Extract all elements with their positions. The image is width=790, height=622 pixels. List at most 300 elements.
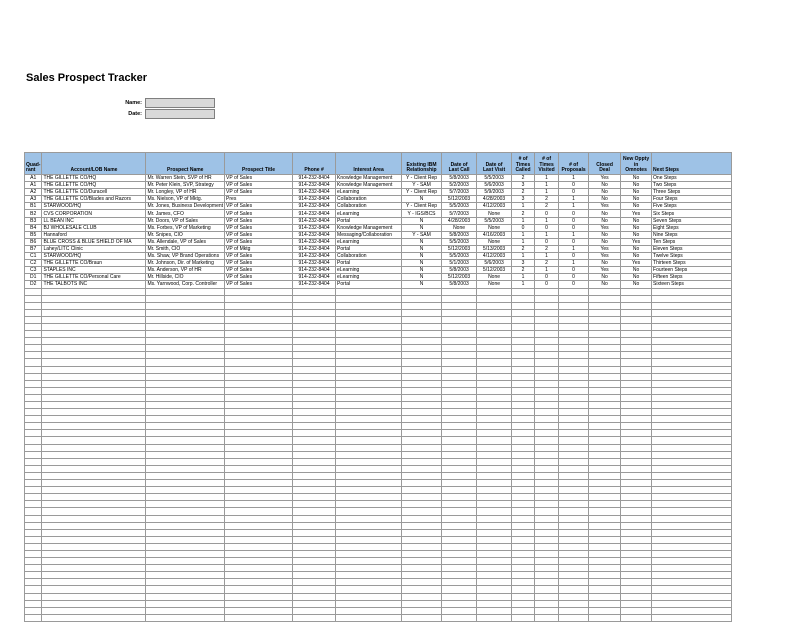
empty-cell[interactable] — [621, 572, 652, 579]
empty-cell[interactable] — [336, 345, 402, 352]
empty-cell[interactable] — [559, 558, 589, 565]
empty-cell[interactable] — [512, 345, 535, 352]
empty-cell[interactable] — [225, 323, 293, 330]
empty-cell[interactable] — [336, 501, 402, 508]
empty-cell[interactable] — [652, 416, 732, 423]
empty-cell[interactable] — [25, 444, 42, 451]
cell-existing-ibm-relationship[interactable]: Y - Client Rep — [402, 203, 442, 210]
empty-cell[interactable] — [477, 345, 512, 352]
cell-new-oppty[interactable]: No — [621, 196, 652, 203]
empty-cell[interactable] — [559, 487, 589, 494]
cell-date-last-call[interactable]: 5/7/2003 — [442, 210, 477, 217]
empty-cell[interactable] — [293, 373, 336, 380]
cell-times-visited[interactable]: 1 — [535, 267, 559, 274]
cell-date-last-visit[interactable]: 4/12/2003 — [477, 253, 512, 260]
empty-cell[interactable] — [293, 302, 336, 309]
empty-cell[interactable] — [589, 515, 621, 522]
cell-times-visited[interactable]: 0 — [535, 274, 559, 281]
empty-cell[interactable] — [402, 550, 442, 557]
empty-cell[interactable] — [25, 614, 42, 621]
empty-cell[interactable] — [293, 444, 336, 451]
empty-cell[interactable] — [225, 487, 293, 494]
cell-times-called[interactable]: 2 — [512, 245, 535, 252]
empty-cell[interactable] — [652, 508, 732, 515]
empty-cell[interactable] — [42, 430, 146, 437]
empty-cell[interactable] — [402, 508, 442, 515]
empty-cell[interactable] — [589, 316, 621, 323]
empty-cell[interactable] — [442, 331, 477, 338]
empty-cell[interactable] — [477, 359, 512, 366]
empty-cell[interactable] — [559, 430, 589, 437]
empty-cell[interactable] — [512, 543, 535, 550]
empty-cell[interactable] — [442, 600, 477, 607]
cell-prospect-name[interactable]: Ms. Allendale, VP of Sales — [146, 238, 225, 245]
empty-cell[interactable] — [477, 323, 512, 330]
cell-times-visited[interactable]: 1 — [535, 217, 559, 224]
empty-cell[interactable] — [589, 465, 621, 472]
cell-date-last-call[interactable]: 5/7/2003 — [442, 189, 477, 196]
empty-cell[interactable] — [42, 536, 146, 543]
empty-cell[interactable] — [589, 409, 621, 416]
empty-cell[interactable] — [442, 480, 477, 487]
empty-cell[interactable] — [442, 416, 477, 423]
empty-cell[interactable] — [442, 515, 477, 522]
empty-cell[interactable] — [652, 607, 732, 614]
empty-cell[interactable] — [652, 316, 732, 323]
cell-proposals[interactable]: 0 — [559, 210, 589, 217]
empty-cell[interactable] — [42, 487, 146, 494]
empty-cell[interactable] — [621, 487, 652, 494]
cell-prospect-title[interactable]: VP of Sales — [225, 253, 293, 260]
empty-cell[interactable] — [442, 394, 477, 401]
empty-cell[interactable] — [42, 515, 146, 522]
cell-quadrant[interactable]: A1 — [25, 175, 42, 182]
empty-cell[interactable] — [652, 309, 732, 316]
empty-cell[interactable] — [293, 416, 336, 423]
empty-cell[interactable] — [559, 515, 589, 522]
empty-cell[interactable] — [589, 458, 621, 465]
empty-cell[interactable] — [442, 572, 477, 579]
empty-cell[interactable] — [535, 309, 559, 316]
empty-cell[interactable] — [512, 536, 535, 543]
empty-cell[interactable] — [146, 402, 225, 409]
cell-prospect-title[interactable]: VP of Sales — [225, 210, 293, 217]
cell-date-last-call[interactable]: 5/12/2003 — [442, 274, 477, 281]
cell-prospect-title[interactable]: VP of Sales — [225, 175, 293, 182]
empty-cell[interactable] — [42, 480, 146, 487]
empty-cell[interactable] — [146, 302, 225, 309]
empty-cell[interactable] — [225, 543, 293, 550]
empty-cell[interactable] — [225, 359, 293, 366]
empty-cell[interactable] — [621, 458, 652, 465]
empty-cell[interactable] — [535, 508, 559, 515]
empty-cell[interactable] — [402, 579, 442, 586]
empty-cell[interactable] — [442, 558, 477, 565]
empty-cell[interactable] — [512, 387, 535, 394]
empty-cell[interactable] — [512, 593, 535, 600]
empty-cell[interactable] — [535, 529, 559, 536]
cell-new-oppty[interactable]: No — [621, 253, 652, 260]
cell-date-last-visit[interactable]: 5/9/2003 — [477, 189, 512, 196]
empty-cell[interactable] — [225, 614, 293, 621]
cell-quadrant[interactable]: C1 — [25, 253, 42, 260]
cell-closed-deal[interactable]: No — [589, 210, 621, 217]
empty-cell[interactable] — [42, 295, 146, 302]
empty-cell[interactable] — [535, 288, 559, 295]
empty-cell[interactable] — [512, 600, 535, 607]
empty-cell[interactable] — [442, 458, 477, 465]
cell-next-steps[interactable]: Thirteen Steps — [652, 260, 732, 267]
cell-next-steps[interactable]: Eleven Steps — [652, 245, 732, 252]
empty-cell[interactable] — [621, 586, 652, 593]
empty-cell[interactable] — [652, 394, 732, 401]
empty-cell[interactable] — [589, 387, 621, 394]
cell-quadrant[interactable]: D1 — [25, 274, 42, 281]
cell-existing-ibm-relationship[interactable]: N — [402, 281, 442, 288]
empty-cell[interactable] — [25, 494, 42, 501]
empty-cell[interactable] — [225, 430, 293, 437]
empty-cell[interactable] — [621, 508, 652, 515]
empty-cell[interactable] — [402, 380, 442, 387]
cell-date-last-call[interactable]: None — [442, 224, 477, 231]
empty-cell[interactable] — [293, 586, 336, 593]
empty-cell[interactable] — [25, 600, 42, 607]
empty-cell[interactable] — [652, 331, 732, 338]
empty-cell[interactable] — [25, 593, 42, 600]
empty-cell[interactable] — [146, 501, 225, 508]
empty-cell[interactable] — [477, 295, 512, 302]
empty-cell[interactable] — [42, 409, 146, 416]
empty-cell[interactable] — [25, 536, 42, 543]
empty-cell[interactable] — [477, 409, 512, 416]
cell-closed-deal[interactable]: No — [589, 189, 621, 196]
cell-account[interactable]: STAPLES INC — [42, 267, 146, 274]
empty-cell[interactable] — [25, 380, 42, 387]
empty-cell[interactable] — [621, 522, 652, 529]
empty-cell[interactable] — [535, 472, 559, 479]
cell-closed-deal[interactable]: No — [589, 260, 621, 267]
cell-phone[interactable]: 914-232-8404 — [293, 231, 336, 238]
empty-cell[interactable] — [146, 451, 225, 458]
cell-date-last-visit[interactable]: None — [477, 238, 512, 245]
cell-interest-area[interactable]: eLearning — [336, 238, 402, 245]
empty-cell[interactable] — [336, 536, 402, 543]
empty-cell[interactable] — [225, 437, 293, 444]
empty-cell[interactable] — [402, 487, 442, 494]
empty-cell[interactable] — [402, 529, 442, 536]
empty-cell[interactable] — [225, 373, 293, 380]
empty-cell[interactable] — [652, 352, 732, 359]
empty-cell[interactable] — [293, 472, 336, 479]
empty-cell[interactable] — [336, 472, 402, 479]
empty-cell[interactable] — [512, 572, 535, 579]
cell-prospect-name[interactable]: Ms. Yarnwood, Corp. Controller — [146, 281, 225, 288]
empty-cell[interactable] — [336, 302, 402, 309]
empty-cell[interactable] — [146, 437, 225, 444]
empty-cell[interactable] — [402, 345, 442, 352]
cell-quadrant[interactable]: A3 — [25, 196, 42, 203]
empty-cell[interactable] — [512, 451, 535, 458]
empty-cell[interactable] — [336, 550, 402, 557]
empty-cell[interactable] — [559, 536, 589, 543]
empty-cell[interactable] — [652, 295, 732, 302]
empty-cell[interactable] — [146, 430, 225, 437]
empty-cell[interactable] — [535, 437, 559, 444]
empty-cell[interactable] — [442, 536, 477, 543]
cell-closed-deal[interactable]: No — [589, 281, 621, 288]
cell-quadrant[interactable]: A2 — [25, 189, 42, 196]
empty-cell[interactable] — [535, 458, 559, 465]
empty-cell[interactable] — [535, 607, 559, 614]
cell-quadrant[interactable]: B6 — [25, 238, 42, 245]
empty-cell[interactable] — [621, 359, 652, 366]
empty-cell[interactable] — [42, 416, 146, 423]
cell-times-visited[interactable]: 2 — [535, 245, 559, 252]
cell-times-visited[interactable]: 1 — [535, 231, 559, 238]
empty-cell[interactable] — [402, 366, 442, 373]
cell-closed-deal[interactable]: No — [589, 182, 621, 189]
empty-cell[interactable] — [652, 387, 732, 394]
empty-cell[interactable] — [336, 373, 402, 380]
cell-new-oppty[interactable]: No — [621, 217, 652, 224]
empty-cell[interactable] — [621, 380, 652, 387]
empty-cell[interactable] — [42, 550, 146, 557]
empty-cell[interactable] — [42, 607, 146, 614]
empty-cell[interactable] — [442, 430, 477, 437]
cell-prospect-name[interactable]: Mr. Snipes, CIO — [146, 231, 225, 238]
empty-cell[interactable] — [589, 487, 621, 494]
cell-closed-deal[interactable]: No — [589, 231, 621, 238]
empty-cell[interactable] — [336, 579, 402, 586]
empty-cell[interactable] — [652, 522, 732, 529]
empty-cell[interactable] — [402, 359, 442, 366]
empty-cell[interactable] — [477, 522, 512, 529]
empty-cell[interactable] — [402, 458, 442, 465]
empty-cell[interactable] — [25, 437, 42, 444]
empty-cell[interactable] — [42, 373, 146, 380]
cell-prospect-title[interactable]: VP of Sales — [225, 182, 293, 189]
empty-cell[interactable] — [146, 536, 225, 543]
empty-cell[interactable] — [652, 430, 732, 437]
empty-cell[interactable] — [621, 402, 652, 409]
empty-cell[interactable] — [621, 550, 652, 557]
cell-times-visited[interactable]: 0 — [535, 224, 559, 231]
cell-closed-deal[interactable]: No — [589, 196, 621, 203]
cell-phone[interactable]: 914-232-8404 — [293, 267, 336, 274]
empty-cell[interactable] — [25, 402, 42, 409]
empty-cell[interactable] — [25, 409, 42, 416]
empty-cell[interactable] — [42, 529, 146, 536]
empty-cell[interactable] — [477, 480, 512, 487]
cell-date-last-visit[interactable]: 4/28/2003 — [477, 196, 512, 203]
empty-cell[interactable] — [42, 501, 146, 508]
cell-proposals[interactable]: 0 — [559, 253, 589, 260]
empty-cell[interactable] — [512, 402, 535, 409]
empty-cell[interactable] — [512, 423, 535, 430]
empty-cell[interactable] — [535, 323, 559, 330]
cell-prospect-name[interactable]: Mr. Johnson, Dir. of Marketing — [146, 260, 225, 267]
empty-cell[interactable] — [225, 451, 293, 458]
cell-existing-ibm-relationship[interactable]: N — [402, 245, 442, 252]
cell-next-steps[interactable]: Nine Steps — [652, 231, 732, 238]
cell-existing-ibm-relationship[interactable]: N — [402, 224, 442, 231]
empty-cell[interactable] — [559, 501, 589, 508]
empty-cell[interactable] — [293, 543, 336, 550]
empty-cell[interactable] — [402, 543, 442, 550]
empty-cell[interactable] — [146, 331, 225, 338]
empty-cell[interactable] — [225, 501, 293, 508]
empty-cell[interactable] — [621, 579, 652, 586]
empty-cell[interactable] — [621, 323, 652, 330]
empty-cell[interactable] — [42, 572, 146, 579]
empty-cell[interactable] — [146, 394, 225, 401]
empty-cell[interactable] — [146, 480, 225, 487]
empty-cell[interactable] — [42, 394, 146, 401]
empty-cell[interactable] — [442, 487, 477, 494]
empty-cell[interactable] — [512, 366, 535, 373]
empty-cell[interactable] — [42, 359, 146, 366]
empty-cell[interactable] — [512, 529, 535, 536]
empty-cell[interactable] — [402, 572, 442, 579]
empty-cell[interactable] — [42, 302, 146, 309]
empty-cell[interactable] — [225, 316, 293, 323]
empty-cell[interactable] — [225, 586, 293, 593]
empty-cell[interactable] — [559, 437, 589, 444]
cell-prospect-name[interactable]: Mr. Longley, VP of HR — [146, 189, 225, 196]
empty-cell[interactable] — [442, 494, 477, 501]
empty-cell[interactable] — [293, 458, 336, 465]
empty-cell[interactable] — [146, 494, 225, 501]
empty-cell[interactable] — [402, 288, 442, 295]
empty-cell[interactable] — [336, 394, 402, 401]
cell-times-visited[interactable]: 2 — [535, 203, 559, 210]
empty-cell[interactable] — [25, 302, 42, 309]
cell-prospect-name[interactable]: Mr. Hillside, CIO — [146, 274, 225, 281]
empty-cell[interactable] — [652, 373, 732, 380]
cell-proposals[interactable]: 0 — [559, 274, 589, 281]
empty-cell[interactable] — [477, 593, 512, 600]
cell-date-last-visit[interactable]: 5/12/2003 — [477, 267, 512, 274]
cell-existing-ibm-relationship[interactable]: Y - SAM — [402, 231, 442, 238]
empty-cell[interactable] — [146, 572, 225, 579]
empty-cell[interactable] — [225, 402, 293, 409]
cell-times-called[interactable]: 1 — [512, 217, 535, 224]
empty-cell[interactable] — [293, 430, 336, 437]
cell-account[interactable]: Lahey/LITC Clinic — [42, 245, 146, 252]
empty-cell[interactable] — [512, 579, 535, 586]
cell-account[interactable]: CVS CORPORATION — [42, 210, 146, 217]
empty-cell[interactable] — [442, 423, 477, 430]
empty-cell[interactable] — [42, 423, 146, 430]
empty-cell[interactable] — [589, 423, 621, 430]
empty-cell[interactable] — [535, 366, 559, 373]
empty-cell[interactable] — [535, 331, 559, 338]
empty-cell[interactable] — [589, 416, 621, 423]
empty-cell[interactable] — [535, 543, 559, 550]
empty-cell[interactable] — [146, 543, 225, 550]
empty-cell[interactable] — [652, 543, 732, 550]
empty-cell[interactable] — [512, 338, 535, 345]
cell-proposals[interactable]: 0 — [559, 224, 589, 231]
cell-interest-area[interactable]: eLearning — [336, 274, 402, 281]
empty-cell[interactable] — [559, 352, 589, 359]
empty-cell[interactable] — [293, 338, 336, 345]
empty-cell[interactable] — [621, 338, 652, 345]
empty-cell[interactable] — [652, 600, 732, 607]
empty-cell[interactable] — [336, 572, 402, 579]
empty-cell[interactable] — [512, 508, 535, 515]
empty-cell[interactable] — [336, 480, 402, 487]
empty-cell[interactable] — [535, 430, 559, 437]
empty-cell[interactable] — [535, 586, 559, 593]
cell-prospect-name[interactable]: Mr. Doors, VP of Sales — [146, 217, 225, 224]
empty-cell[interactable] — [25, 472, 42, 479]
empty-cell[interactable] — [589, 451, 621, 458]
empty-cell[interactable] — [25, 572, 42, 579]
empty-cell[interactable] — [25, 288, 42, 295]
empty-cell[interactable] — [402, 302, 442, 309]
empty-cell[interactable] — [535, 487, 559, 494]
empty-cell[interactable] — [559, 338, 589, 345]
empty-cell[interactable] — [42, 402, 146, 409]
empty-cell[interactable] — [225, 494, 293, 501]
empty-cell[interactable] — [589, 323, 621, 330]
empty-cell[interactable] — [25, 323, 42, 330]
empty-cell[interactable] — [293, 402, 336, 409]
empty-cell[interactable] — [225, 458, 293, 465]
empty-cell[interactable] — [559, 444, 589, 451]
empty-cell[interactable] — [512, 316, 535, 323]
empty-cell[interactable] — [25, 394, 42, 401]
cell-date-last-visit[interactable]: 5/6/2003 — [477, 260, 512, 267]
empty-cell[interactable] — [225, 366, 293, 373]
empty-cell[interactable] — [146, 593, 225, 600]
empty-cell[interactable] — [336, 295, 402, 302]
empty-cell[interactable] — [477, 529, 512, 536]
empty-cell[interactable] — [477, 579, 512, 586]
empty-cell[interactable] — [336, 338, 402, 345]
empty-cell[interactable] — [589, 543, 621, 550]
empty-cell[interactable] — [512, 295, 535, 302]
empty-cell[interactable] — [559, 565, 589, 572]
cell-phone[interactable]: 914-232-8404 — [293, 245, 336, 252]
empty-cell[interactable] — [535, 373, 559, 380]
cell-proposals[interactable]: 0 — [559, 189, 589, 196]
empty-cell[interactable] — [535, 451, 559, 458]
empty-cell[interactable] — [402, 352, 442, 359]
empty-cell[interactable] — [293, 529, 336, 536]
cell-prospect-title[interactable]: VP of Sales — [225, 238, 293, 245]
empty-cell[interactable] — [225, 572, 293, 579]
empty-cell[interactable] — [535, 465, 559, 472]
empty-cell[interactable] — [442, 543, 477, 550]
empty-cell[interactable] — [621, 409, 652, 416]
cell-account[interactable]: STARWOOD/HQ — [42, 253, 146, 260]
cell-proposals[interactable]: 0 — [559, 267, 589, 274]
empty-cell[interactable] — [621, 465, 652, 472]
empty-cell[interactable] — [589, 607, 621, 614]
empty-cell[interactable] — [512, 480, 535, 487]
empty-cell[interactable] — [477, 536, 512, 543]
empty-cell[interactable] — [621, 536, 652, 543]
empty-cell[interactable] — [589, 600, 621, 607]
cell-quadrant[interactable]: B3 — [25, 217, 42, 224]
empty-cell[interactable] — [477, 387, 512, 394]
cell-times-called[interactable]: 3 — [512, 182, 535, 189]
empty-cell[interactable] — [589, 614, 621, 621]
empty-cell[interactable] — [146, 423, 225, 430]
empty-cell[interactable] — [442, 338, 477, 345]
